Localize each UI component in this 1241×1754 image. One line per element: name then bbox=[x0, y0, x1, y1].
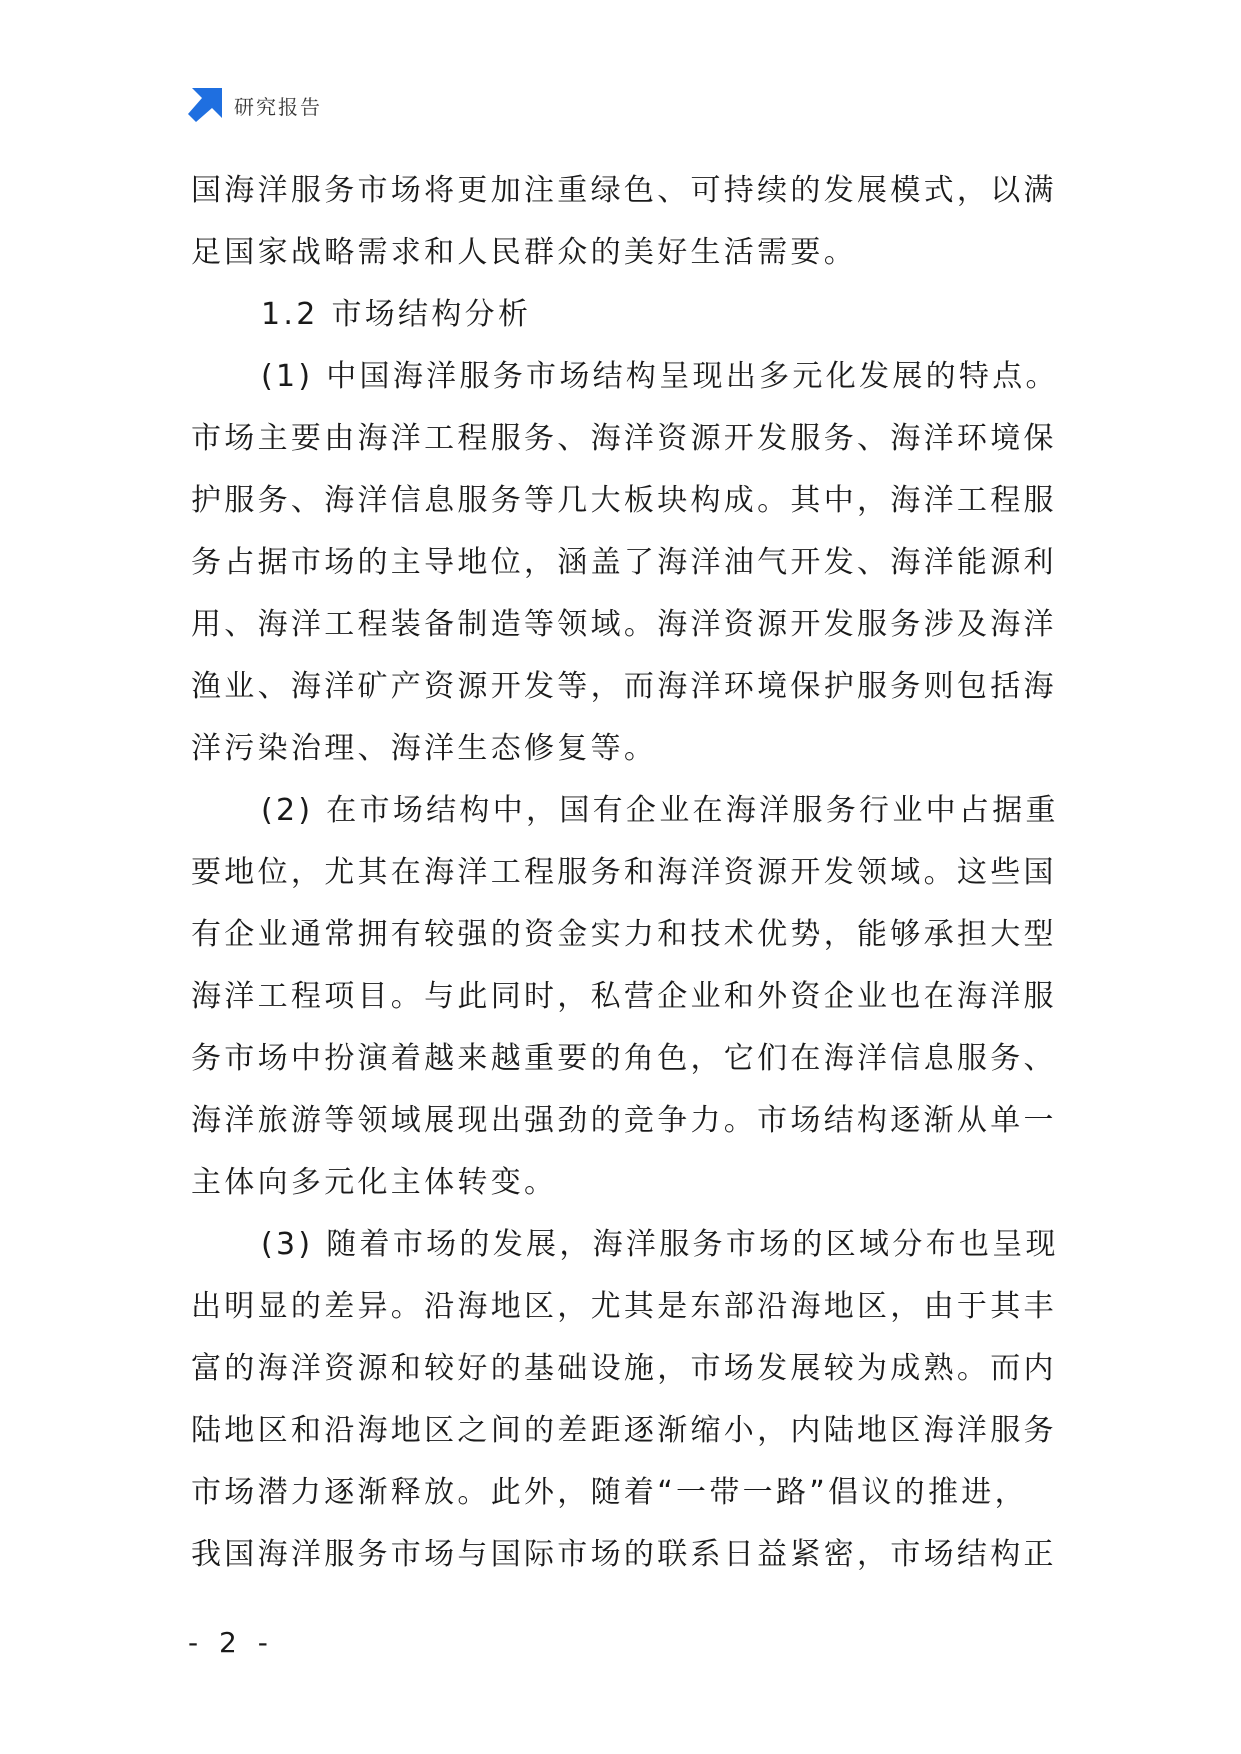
section-heading: 1.2 市场结构分析 bbox=[261, 297, 532, 332]
paragraph-line: 主体向多元化主体转变。 bbox=[191, 1165, 558, 1200]
paragraph-line: (3) 随着市场的发展，海洋服务市场的区域分布也呈现 bbox=[261, 1227, 1059, 1262]
paragraph-line: 陆地区和沿海地区之间的差距逐渐缩小，内陆地区海洋服务 bbox=[191, 1413, 1057, 1448]
paragraph-line: 市场主要由海洋工程服务、海洋资源开发服务、海洋环境保 bbox=[191, 421, 1057, 456]
paragraph-line: 务市场中扮演着越来越重要的角色，它们在海洋信息服务、 bbox=[191, 1041, 1057, 1076]
arrow-up-right-icon bbox=[188, 88, 222, 122]
paragraph-line: 富的海洋资源和较好的基础设施，市场发展较为成熟。而内 bbox=[191, 1351, 1057, 1386]
paragraph-line: 要地位，尤其在海洋工程服务和海洋资源开发领域。这些国 bbox=[191, 855, 1057, 890]
paragraph-line: 海洋工程项目。与此同时，私营企业和外资企业也在海洋服 bbox=[191, 979, 1057, 1014]
paragraph-line: 足国家战略需求和人民群众的美好生活需要。 bbox=[191, 235, 857, 270]
paragraph-line: 市场潜力逐渐释放。此外，随着“一带一路”倡议的推进， bbox=[191, 1475, 1028, 1510]
paragraph-line: 出明显的差异。沿海地区，尤其是东部沿海地区，由于其丰 bbox=[191, 1289, 1057, 1324]
paragraph-line: (1) 中国海洋服务市场结构呈现出多元化发展的特点。 bbox=[261, 359, 1059, 394]
paragraph-line: 我国海洋服务市场与国际市场的联系日益紧密，市场结构正 bbox=[191, 1537, 1057, 1572]
paragraph-line: 护服务、海洋信息服务等几大板块构成。其中，海洋工程服 bbox=[191, 483, 1057, 518]
header-title: 研究报告 bbox=[234, 94, 322, 119]
document-body bbox=[191, 160, 1071, 1586]
paragraph-line: 务占据市场的主导地位，涵盖了海洋油气开发、海洋能源利 bbox=[191, 545, 1057, 580]
report-header bbox=[188, 88, 322, 122]
paragraph-line: 海洋旅游等领域展现出强劲的竞争力。市场结构逐渐从单一 bbox=[191, 1103, 1057, 1138]
paragraph-line: 洋污染治理、海洋生态修复等。 bbox=[191, 731, 658, 766]
paragraph-line: (2) 在市场结构中，国有企业在海洋服务行业中占据重 bbox=[261, 793, 1059, 828]
paragraph-line: 有企业通常拥有较强的资金实力和技术优势，能够承担大型 bbox=[191, 917, 1057, 952]
paragraph-line: 渔业、海洋矿产资源开发等，而海洋环境保护服务则包括海 bbox=[191, 669, 1057, 704]
page-number: - 2 - bbox=[188, 1626, 274, 1659]
paragraph-line: 用、海洋工程装备制造等领域。海洋资源开发服务涉及海洋 bbox=[191, 607, 1057, 642]
paragraph-line: 国海洋服务市场将更加注重绿色、可持续的发展模式，以满 bbox=[191, 173, 1057, 208]
